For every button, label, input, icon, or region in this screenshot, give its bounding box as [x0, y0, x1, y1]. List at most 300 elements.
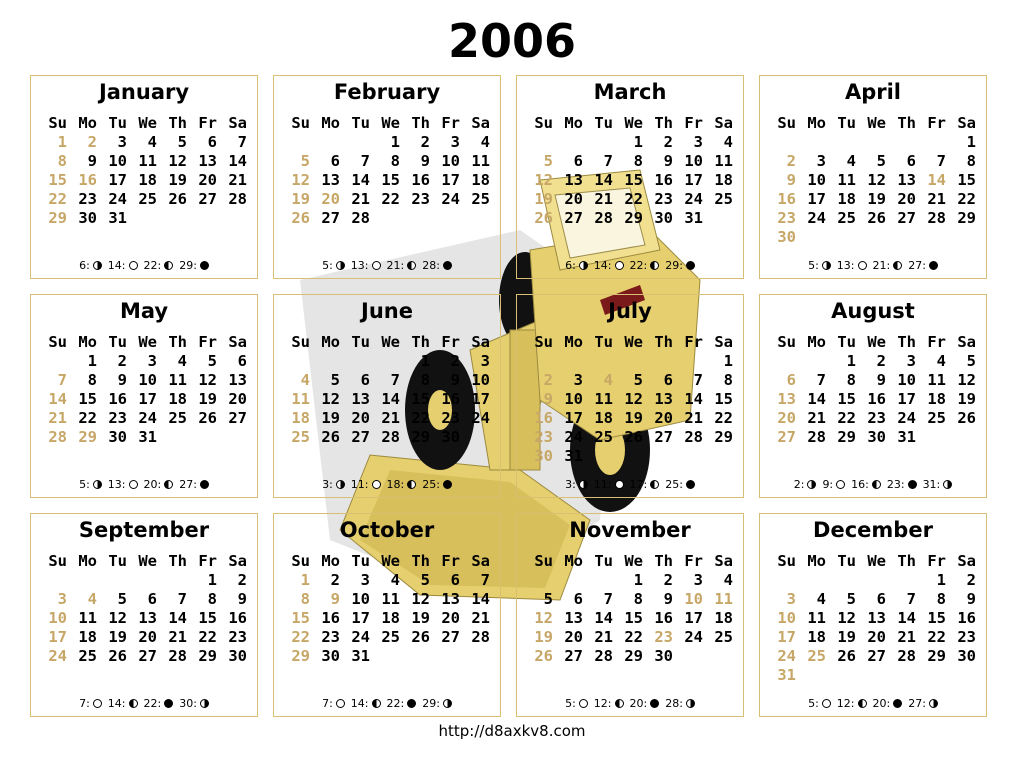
day-cell: 16: [321, 609, 340, 627]
moon-phase-entry: [108, 697, 138, 710]
day-cell: 30: [78, 209, 97, 227]
moon-phase-day: 14:: [107, 697, 126, 710]
day-cell: 6: [573, 590, 583, 608]
last-quarter-moon-icon: [129, 699, 138, 708]
moon-phase-day: 14:: [107, 259, 126, 272]
day-cell: 25: [168, 409, 187, 427]
day-cell: 22: [837, 409, 856, 427]
moon-phases: [760, 259, 986, 272]
day-cell: 8: [966, 152, 976, 170]
day-cell: 30: [777, 228, 796, 246]
day-cell: 7: [603, 590, 613, 608]
day-cell: 23: [228, 628, 247, 646]
moon-phases: [274, 478, 500, 491]
day-cell: 2: [663, 133, 673, 151]
weekday-header: Fr: [198, 552, 217, 570]
day-cell: 25: [714, 628, 733, 646]
day-cell: 27: [564, 647, 583, 665]
weekday-header: Fr: [441, 114, 460, 132]
day-cell: 9: [786, 171, 796, 189]
full-moon-icon: [579, 699, 588, 708]
day-cell: 21: [684, 409, 703, 427]
day-cell: 22: [411, 409, 430, 427]
day-cell: 15: [957, 171, 976, 189]
day-cell: 30: [957, 647, 976, 665]
day-cell: 25: [927, 409, 946, 427]
day-cell: 25: [291, 428, 310, 446]
moon-phase-day: 3:: [322, 478, 333, 491]
moon-phase-entry: [594, 697, 624, 710]
weekday-header: Mo: [78, 552, 97, 570]
day-cell: 16: [411, 171, 430, 189]
day-cell: 23: [411, 190, 430, 208]
day-cell: 26: [867, 209, 886, 227]
weekday-header: Fr: [684, 114, 703, 132]
day-cell: 8: [633, 590, 643, 608]
day-cell: 3: [693, 571, 703, 589]
day-cell: 17: [777, 628, 796, 646]
first-quarter-moon-icon: [93, 261, 102, 270]
moon-phase-entry: [79, 697, 102, 710]
weekday-header: Fr: [198, 333, 217, 351]
day-cell: 30: [108, 428, 127, 446]
moon-phase-entry: [422, 259, 452, 272]
moon-phase-entry: [322, 478, 345, 491]
day-cell: 2: [786, 152, 796, 170]
day-cell: 25: [837, 209, 856, 227]
month-name: September: [78, 518, 210, 542]
moon-phase-entry: [144, 259, 174, 272]
moon-phase-entry: [79, 478, 102, 491]
day-cell: 25: [594, 428, 613, 446]
last-quarter-moon-icon: [893, 261, 902, 270]
day-cell: 1: [723, 352, 733, 370]
day-cell: 7: [936, 152, 946, 170]
weekday-header: Tu: [594, 552, 613, 570]
day-cell: 5: [966, 352, 976, 370]
weekday-header: Fr: [927, 333, 946, 351]
new-moon-icon: [200, 480, 209, 489]
moon-phase-day: 13:: [107, 478, 126, 491]
weekday-header: Tu: [108, 333, 127, 351]
weekday-header: Sa: [471, 333, 490, 351]
day-cell: 21: [351, 190, 370, 208]
day-cell: 12: [534, 171, 553, 189]
last-quarter-moon-icon: [615, 699, 624, 708]
moon-phase-day: 28:: [665, 697, 683, 710]
day-cell: 19: [108, 628, 127, 646]
day-cell: 20: [138, 628, 157, 646]
weekday-header: We: [624, 552, 643, 570]
day-cell: 19: [837, 628, 856, 646]
weekday-header: Mo: [564, 333, 583, 351]
moon-phase-entry: [565, 697, 588, 710]
weekday-header: Su: [534, 333, 553, 351]
moon-phase-day: 28:: [422, 259, 440, 272]
day-cell: 21: [48, 409, 67, 427]
day-cell: 14: [594, 171, 613, 189]
day-cell: 15: [381, 171, 400, 189]
day-cell: 14: [927, 171, 946, 189]
moon-phase-entry: [422, 697, 452, 710]
day-cell: 30: [654, 647, 673, 665]
weekday-header: Th: [654, 333, 673, 351]
day-cell: 22: [624, 190, 643, 208]
moon-phase-entry: [179, 478, 209, 491]
day-cell: 21: [228, 171, 247, 189]
weekday-header: Sa: [957, 552, 976, 570]
moon-phase-day: 5:: [79, 478, 90, 491]
day-cell: 10: [807, 171, 826, 189]
moon-phase-entry: [794, 478, 817, 491]
day-cell: 8: [390, 152, 400, 170]
weekday-header: We: [381, 114, 400, 132]
moon-phase-day: 22:: [143, 259, 162, 272]
day-cell: 10: [564, 390, 583, 408]
full-moon-icon: [615, 261, 624, 270]
day-cell: 1: [390, 133, 400, 151]
day-cell: 27: [228, 409, 247, 427]
day-cell: 27: [564, 209, 583, 227]
day-cell: 23: [78, 190, 97, 208]
weekday-header: Th: [897, 114, 916, 132]
day-cell: 28: [897, 647, 916, 665]
day-cell: 21: [168, 628, 187, 646]
month-name: June: [361, 299, 413, 323]
day-cell: 28: [594, 647, 613, 665]
day-cell: 16: [654, 171, 673, 189]
day-cell: 4: [147, 133, 157, 151]
day-cell: 30: [534, 447, 553, 465]
moon-phase-entry: [594, 478, 624, 491]
day-cell: 5: [300, 152, 310, 170]
day-grid: [280, 114, 496, 228]
weekday-header: Tu: [351, 552, 370, 570]
moon-phase-day: 27:: [179, 478, 197, 491]
weekday-header: Th: [168, 114, 187, 132]
new-moon-icon: [929, 261, 938, 270]
day-cell: 29: [957, 209, 976, 227]
day-cell: 19: [198, 390, 217, 408]
day-cell: 7: [693, 371, 703, 389]
weekday-header: We: [867, 114, 886, 132]
weekday-header: Fr: [441, 552, 460, 570]
day-cell: 13: [777, 390, 796, 408]
day-cell: 9: [420, 152, 430, 170]
day-cell: 1: [420, 352, 430, 370]
day-cell: 5: [543, 152, 553, 170]
moon-phase-day: 5:: [808, 697, 819, 710]
day-cell: 2: [117, 352, 127, 370]
day-cell: 14: [897, 609, 916, 627]
day-cell: 17: [684, 171, 703, 189]
day-cell: 13: [321, 171, 340, 189]
first-quarter-moon-icon: [686, 699, 695, 708]
moon-phase-day: 5:: [322, 259, 333, 272]
first-quarter-moon-icon: [579, 261, 588, 270]
weekday-header: We: [138, 114, 157, 132]
day-cell: 31: [108, 209, 127, 227]
full-moon-icon: [129, 480, 138, 489]
first-quarter-moon-icon: [93, 480, 102, 489]
day-cell: 17: [897, 390, 916, 408]
weekday-header: Su: [534, 552, 553, 570]
website-url[interactable]: http://d8axkv8.com: [438, 722, 586, 740]
day-cell: 28: [594, 209, 613, 227]
day-cell: 19: [957, 390, 976, 408]
day-cell: 11: [291, 390, 310, 408]
moon-phase-entry: [665, 478, 695, 491]
day-cell: 27: [867, 647, 886, 665]
day-grid: [37, 552, 253, 666]
day-cell: 14: [168, 609, 187, 627]
last-quarter-moon-icon: [164, 261, 173, 270]
day-cell: 23: [321, 628, 340, 646]
month-august: [759, 294, 987, 498]
day-cell: 18: [78, 628, 97, 646]
month-name: May: [119, 299, 169, 323]
day-cell: 15: [624, 171, 643, 189]
last-quarter-moon-icon: [407, 261, 416, 270]
day-cell: 4: [723, 571, 733, 589]
moon-phase-entry: [179, 259, 209, 272]
month-march: [516, 75, 744, 279]
weekday-header: Th: [897, 552, 916, 570]
day-cell: 11: [714, 152, 733, 170]
moon-phases: [31, 259, 257, 272]
day-cell: 2: [663, 571, 673, 589]
day-cell: 27: [654, 428, 673, 446]
day-cell: 4: [603, 371, 613, 389]
moon-phase-entry: [923, 478, 953, 491]
weekday-header: Mo: [78, 114, 97, 132]
weekday-header: Fr: [684, 552, 703, 570]
first-quarter-moon-icon: [579, 480, 588, 489]
day-grid: [766, 333, 982, 447]
day-cell: 9: [87, 152, 97, 170]
day-grid: [523, 552, 739, 666]
moon-phases: [517, 478, 743, 491]
weekday-header: Su: [48, 552, 67, 570]
day-cell: 22: [927, 628, 946, 646]
day-cell: 29: [78, 428, 97, 446]
day-cell: 6: [573, 152, 583, 170]
month-october: [273, 513, 501, 717]
month-july: [516, 294, 744, 498]
day-cell: 11: [807, 609, 826, 627]
weekday-header: Tu: [837, 552, 856, 570]
day-cell: 5: [207, 352, 217, 370]
day-cell: 9: [966, 590, 976, 608]
weekday-header: We: [867, 552, 886, 570]
day-cell: 26: [957, 409, 976, 427]
day-cell: 20: [777, 409, 796, 427]
day-cell: 26: [411, 628, 430, 646]
day-cell: 21: [927, 190, 946, 208]
day-cell: 23: [654, 190, 673, 208]
moon-phase-entry: [594, 259, 624, 272]
moon-phase-day: 12:: [593, 697, 612, 710]
day-grid: [280, 552, 496, 666]
day-cell: 10: [441, 152, 460, 170]
weekday-header: Th: [411, 552, 430, 570]
day-cell: 21: [897, 628, 916, 646]
weekday-header: Mo: [321, 333, 340, 351]
first-quarter-moon-icon: [443, 699, 452, 708]
month-may: [30, 294, 258, 498]
moon-phases: [274, 697, 500, 710]
day-cell: 22: [48, 190, 67, 208]
day-cell: 9: [450, 371, 460, 389]
day-cell: 7: [177, 590, 187, 608]
weekday-header: Fr: [927, 552, 946, 570]
day-cell: 21: [807, 409, 826, 427]
day-cell: 18: [168, 390, 187, 408]
new-moon-icon: [200, 261, 209, 270]
day-cell: 24: [897, 409, 916, 427]
moon-phase-day: 21:: [872, 259, 891, 272]
moon-phase-entry: [387, 478, 417, 491]
day-cell: 6: [147, 590, 157, 608]
day-cell: 18: [837, 190, 856, 208]
day-cell: 6: [450, 571, 460, 589]
day-cell: 13: [138, 609, 157, 627]
moon-phase-day: 11:: [350, 478, 369, 491]
day-cell: 25: [381, 628, 400, 646]
day-cell: 17: [441, 171, 460, 189]
day-cell: 2: [450, 352, 460, 370]
day-cell: 13: [441, 590, 460, 608]
day-cell: 28: [228, 190, 247, 208]
moon-phase-day: 6:: [79, 259, 90, 272]
weekday-header: Sa: [228, 552, 247, 570]
day-cell: 7: [480, 571, 490, 589]
full-moon-icon: [93, 699, 102, 708]
day-cell: 15: [927, 609, 946, 627]
day-cell: 28: [48, 428, 67, 446]
day-cell: 24: [564, 428, 583, 446]
day-cell: 6: [906, 152, 916, 170]
weekday-header: Th: [168, 333, 187, 351]
moon-phase-day: 16:: [851, 478, 869, 491]
moon-phase-entry: [808, 259, 831, 272]
day-cell: 16: [441, 390, 460, 408]
moon-phase-day: 20:: [629, 697, 648, 710]
day-cell: 6: [360, 371, 370, 389]
day-cell: 5: [330, 371, 340, 389]
weekday-header: Th: [168, 552, 187, 570]
day-cell: 17: [564, 409, 583, 427]
day-cell: 15: [411, 390, 430, 408]
weekday-header: Su: [48, 114, 67, 132]
day-cell: 18: [714, 609, 733, 627]
day-cell: 28: [807, 428, 826, 446]
day-cell: 18: [291, 409, 310, 427]
month-april: [759, 75, 987, 279]
day-cell: 2: [237, 571, 247, 589]
weekday-header: Su: [291, 114, 310, 132]
day-cell: 7: [57, 371, 67, 389]
moon-phase-day: 14:: [593, 259, 612, 272]
weekday-header: Th: [654, 552, 673, 570]
day-cell: 6: [786, 371, 796, 389]
day-cell: 30: [867, 428, 886, 446]
weekday-header: We: [138, 552, 157, 570]
weekday-header: Tu: [837, 114, 856, 132]
weekday-header: Tu: [108, 114, 127, 132]
moon-phase-day: 31:: [922, 478, 941, 491]
day-cell: 21: [594, 628, 613, 646]
moon-phase-day: 5:: [565, 697, 576, 710]
day-cell: 27: [777, 428, 796, 446]
day-cell: 7: [906, 590, 916, 608]
weekday-header: Tu: [108, 552, 127, 570]
weekday-header: We: [381, 552, 400, 570]
day-cell: 3: [360, 571, 370, 589]
weekday-header: Fr: [441, 333, 460, 351]
day-cell: 17: [108, 171, 127, 189]
day-cell: 14: [351, 171, 370, 189]
day-cell: 17: [48, 628, 67, 646]
day-cell: 11: [138, 152, 157, 170]
day-cell: 24: [441, 190, 460, 208]
day-cell: 10: [471, 371, 490, 389]
last-quarter-moon-icon: [407, 480, 416, 489]
day-cell: 28: [381, 428, 400, 446]
weekday-header: We: [867, 333, 886, 351]
day-cell: 1: [936, 571, 946, 589]
day-cell: 26: [534, 647, 553, 665]
moon-phase-day: 13:: [350, 259, 369, 272]
moon-phase-entry: [665, 259, 695, 272]
day-cell: 14: [48, 390, 67, 408]
day-cell: 20: [897, 190, 916, 208]
day-cell: 8: [87, 371, 97, 389]
moon-phase-day: 17:: [629, 478, 648, 491]
weekday-header: Th: [897, 333, 916, 351]
day-cell: 12: [168, 152, 187, 170]
day-cell: 3: [573, 371, 583, 389]
moon-phase-entry: [908, 259, 938, 272]
day-cell: 9: [663, 152, 673, 170]
day-cell: 10: [108, 152, 127, 170]
day-cell: 7: [603, 152, 613, 170]
weekday-header: Tu: [594, 114, 613, 132]
weekday-header: Th: [411, 114, 430, 132]
month-november: [516, 513, 744, 717]
moon-phase-entry: [322, 697, 345, 710]
day-grid: [766, 552, 982, 685]
day-cell: 3: [57, 590, 67, 608]
day-cell: 28: [168, 647, 187, 665]
day-cell: 21: [381, 409, 400, 427]
full-moon-icon: [615, 480, 624, 489]
day-cell: 10: [684, 152, 703, 170]
day-cell: 25: [714, 190, 733, 208]
day-cell: 13: [198, 152, 217, 170]
weekday-header: Sa: [714, 333, 733, 351]
day-cell: 15: [78, 390, 97, 408]
day-cell: 29: [411, 428, 430, 446]
day-cell: 17: [684, 609, 703, 627]
moon-phase-entry: [873, 697, 903, 710]
day-cell: 22: [381, 190, 400, 208]
month-name: October: [339, 518, 435, 542]
moon-phase-entry: [351, 697, 381, 710]
weekday-header: Sa: [228, 114, 247, 132]
new-moon-icon: [650, 699, 659, 708]
moon-phase-entry: [565, 259, 588, 272]
